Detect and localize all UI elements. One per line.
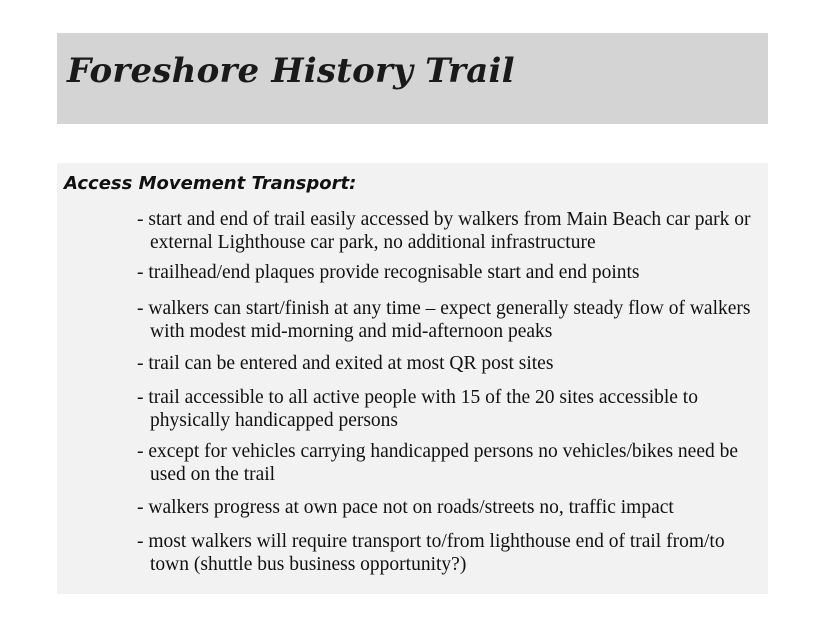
title-band xyxy=(57,33,768,124)
section-heading: Access Movement Transport: xyxy=(64,173,357,194)
bullet-item: - trail can be entered and exited at most QR post sites xyxy=(137,353,554,374)
bullet-item: - most walkers will require transport to/from lighthouse end of trail from/to town (shuttle bus business opportunity?) xyxy=(137,531,725,575)
content-box xyxy=(57,163,768,594)
bullet-item: - walkers progress at own pace not on roads/streets no, traffic impact xyxy=(137,497,674,518)
bullet-item: - trail accessible to all active people with 15 of the 20 sites accessible to physically handicapped persons xyxy=(137,387,698,431)
bullet-item: - except for vehicles carrying handicapped persons no vehicles/bikes need be used on the trail xyxy=(137,441,739,485)
slide-title: Foreshore History Trail xyxy=(67,51,515,91)
bullet-item: - start and end of trail easily accessed by walkers from Main Beach car park or external Lighthouse car park, no additional infrastructure xyxy=(137,209,751,253)
bullet-item: - walkers can start/finish at any time – expect generally steady flow of walkers with modest mid-morning and mid-afternoon peaks xyxy=(137,298,751,342)
bullet-item: - trailhead/end plaques provide recognisable start and end points xyxy=(137,262,640,283)
